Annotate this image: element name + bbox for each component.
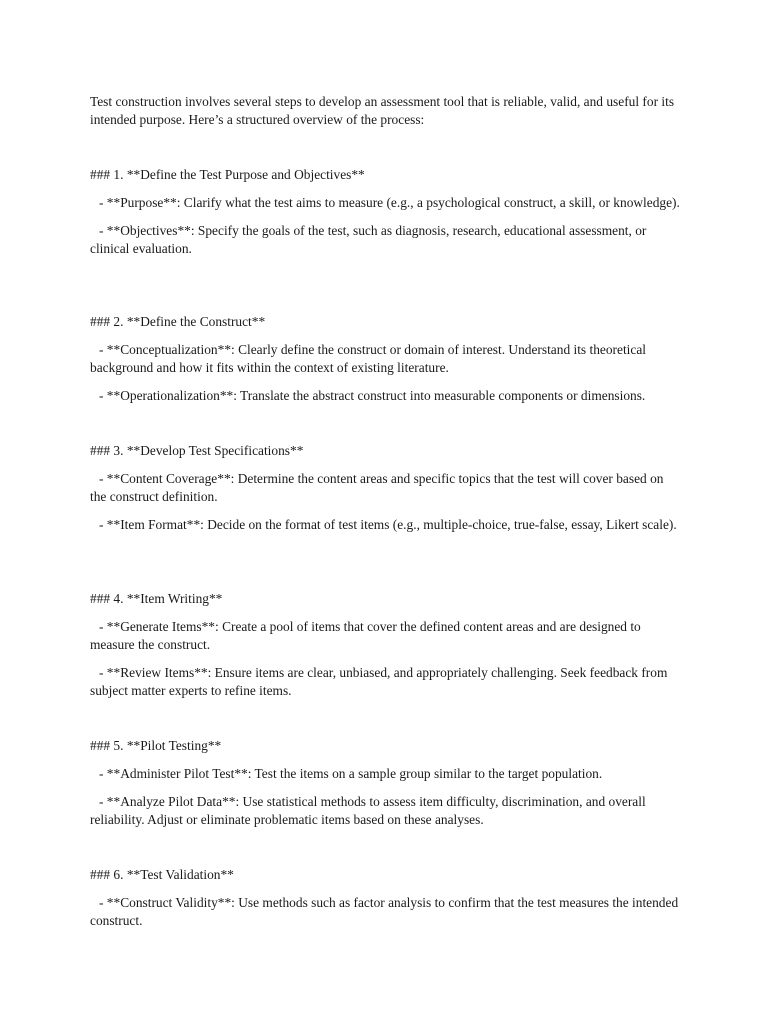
section-heading: ### 5. **Pilot Testing** xyxy=(90,738,222,753)
list-item: - **Conceptualization**: Clearly define the construct or domain of interest. Understand its theoretical background and how it fits within the context of existing literature. xyxy=(90,342,646,375)
list-item: - **Purpose**: Clarify what the test aims to measure (e.g., a psychological construct, a skill, or knowledge). xyxy=(99,195,680,210)
list-item: - **Review Items**: Ensure items are clear, unbiased, and appropriately challenging. Seek feedback from subject matter experts to refine items. xyxy=(90,665,668,698)
section-heading: ### 3. **Develop Test Specifications** xyxy=(90,443,304,458)
section-heading: ### 2. **Define the Construct** xyxy=(90,314,266,329)
section-pilot-testing xyxy=(90,737,680,829)
section-heading: ### 1. **Define the Test Purpose and Objectives** xyxy=(90,167,365,182)
section-define-purpose xyxy=(90,166,680,258)
list-item: - **Generate Items**: Create a pool of items that cover the defined content areas and are designed to measure the construct. xyxy=(90,619,641,652)
list-item: - **Construct Validity**: Use methods such as factor analysis to confirm that the test measures the intended construct. xyxy=(90,895,679,928)
list-item: - **Objectives**: Specify the goals of the test, such as diagnosis, research, educational assessment, or clinical evaluation. xyxy=(90,223,647,256)
list-item: - **Analyze Pilot Data**: Use statistical methods to assess item difficulty, discrimination, and overall reliability. Adjust or eliminate problematic items based on these analyses. xyxy=(90,794,646,827)
section-test-validation xyxy=(90,866,680,930)
section-define-construct xyxy=(90,313,680,405)
list-item: - **Administer Pilot Test**: Test the items on a sample group similar to the target population. xyxy=(99,766,603,781)
list-item: - **Content Coverage**: Determine the content areas and specific topics that the test will cover based on the construct definition. xyxy=(90,471,664,504)
section-item-writing xyxy=(90,590,680,700)
list-item: - **Item Format**: Decide on the format of test items (e.g., multiple-choice, true-false, essay, Likert scale). xyxy=(99,517,677,532)
section-heading: ### 6. **Test Validation** xyxy=(90,867,234,882)
intro-paragraph: Test construction involves several steps to develop an assessment tool that is reliable, valid, and useful for its intended purpose. Here’s a structured overview of the process: xyxy=(90,94,675,127)
section-heading: ### 4. **Item Writing** xyxy=(90,591,223,606)
section-test-specifications xyxy=(90,442,680,534)
list-item: - **Operationalization**: Translate the abstract construct into measurable components or dimensions. xyxy=(99,388,646,403)
